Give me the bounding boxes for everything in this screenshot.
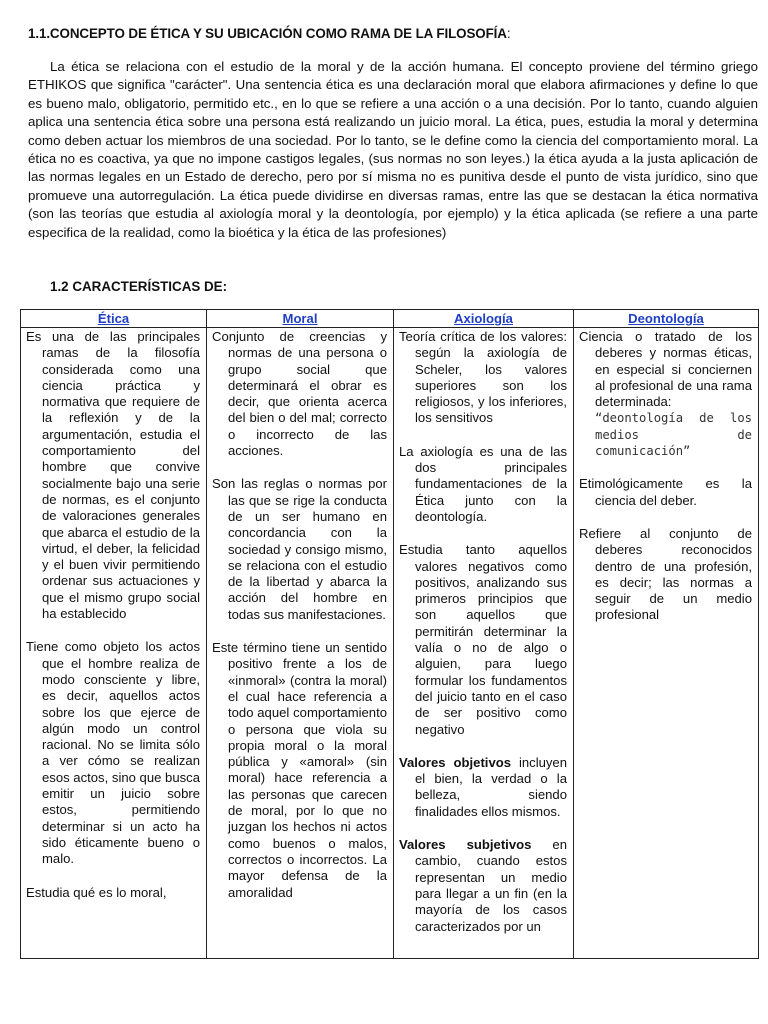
cell-deontologia bbox=[574, 328, 759, 959]
moral-paragraph-2: Son las reglas o normas por las que se rige la conducta de un ser humano en concordancia con la sociedad y consigo mismo, se relaciona con el estudio de la libertad y abarca la acción del hombre en todas sus manifestaciones. bbox=[212, 476, 387, 622]
deontologia-quote: “deontología de los medios de comunicación” bbox=[595, 411, 752, 459]
table-row bbox=[21, 328, 759, 959]
deontologia-paragraph-3: Refiere al conjunto de deberes reconocidos dentro de una profesión, es decir; las normas a seguir de un medio profesional bbox=[579, 525, 752, 623]
section-1-1-title: 1.1.CONCEPTO DE ÉTICA Y SU UBICACIÓN COMO RAMA DE LA FILOSOFÍA bbox=[28, 26, 507, 41]
axiologia-paragraph-4 bbox=[399, 755, 567, 820]
etica-paragraph-3: Estudia qué es lo moral, bbox=[26, 884, 167, 900]
cell-etica bbox=[21, 328, 207, 959]
section-1-2-heading: 1.2 CARACTERÍSTICAS DE: bbox=[50, 279, 228, 294]
deontologia-paragraph-1 bbox=[579, 329, 752, 459]
etica-paragraph-2: Tiene como objeto los actos que el hombre realiza de modo consciente y libre, es decir, aquellos actos sobre los que ejerce de algún modo un control racional. No se limita sólo a ver cómo se realizan esos actos, sino que busca emitir un juicio sobre estos, permitiendo determinar si un acto ha sido éticamente bueno o malo. bbox=[26, 639, 200, 867]
intro-paragraph: La ética se relaciona con el estudio de la moral y de la acción humana. El concepto proviene del término griego ETHIKOS que significa "carácter". Una sentencia ética es una declaración moral que elabora afirmaciones y define lo que es bueno malo, obligatorio, permitido etc., en lo que se refiere a una acción o a una decisión. Por lo tanto, cuando alguien aplica una sentencia ética sobre una persona está realizando un juicio moral. La ética, pues, estudia la moral y determina como deben actuar los miembros de una sociedad. Por lo tanto, se le define como la ciencia del comportamiento moral. La ética no es coactiva, ya que no impone castigos legales, (sus normas no son leyes.) la ética ayuda a la justa aplicación de las normas legales en un Estado de derecho, pero por sí misma no es punitiva desde el punto de vista jurídico, sino que promueve una autorregulación. La ética puede dividirse en diversas ramas, entre las que se destacan la ética normativa (son las teorías que estudia al axiología moral y la deontología, por ejemplo) y la ética aplicada (se refiere a una parte especifica de la realidad, como la bioética y la ética de las profesiones) bbox=[28, 59, 758, 240]
valores-subjetivos-text: en cambio, cuando estos representan un medio para llegar a un fin (en la mayoría de los casos caracterizados por un bbox=[415, 837, 567, 934]
axiologia-paragraph-3: Estudia tanto aquellos valores negativos como positivos, analizando sus primeros principios que son aquellos que permitirán determinar la valía o no de algo o alguien, para luego formular los fundamentos del juicio tanto en el caso de ser positivo como negativo bbox=[399, 542, 567, 737]
valores-subjetivos-term: Valores subjetivos bbox=[399, 837, 532, 853]
header-deontologia: Deontología bbox=[574, 310, 759, 328]
deontologia-definition: Ciencia o tratado de los deberes y normas éticas, en especial si conciernen al profesional de una rama determinada: bbox=[579, 329, 752, 410]
section-1-1-heading bbox=[28, 26, 748, 41]
axiologia-paragraph-1: Teoría crítica de los valores: según la axiología de Scheler, los valores superiores son los religiosos, y los inferiores, los sensitivos bbox=[399, 329, 567, 426]
table-header-row bbox=[21, 310, 759, 328]
moral-paragraph-3: Este término tiene un sentido positivo frente a los de «inmoral» (contra la moral) el cual hace referencia a todo aquel comportamiento o persona que viola su propia moral o la moral pública y «amoral» (sin moral) hace referencia a las personas que carecen de moral, por lo que no juzgan los hechos ni actos como buenos o malos, correctos o incorrectos. La mayor defensa de la amoralidad bbox=[212, 640, 387, 900]
header-moral: Moral bbox=[207, 310, 394, 328]
axiologia-paragraph-5 bbox=[399, 837, 567, 935]
characteristics-table bbox=[20, 309, 759, 959]
cell-moral bbox=[207, 328, 394, 959]
header-axiologia: Axiología bbox=[394, 310, 574, 328]
heading-colon: : bbox=[506, 26, 511, 41]
header-etica: Ética bbox=[21, 310, 207, 328]
cell-axiologia bbox=[394, 328, 574, 959]
etica-paragraph-1: Es una de las principales ramas de la filosofía considerada como una ciencia práctica y normativa que requiere de la reflexión y de la argumentación, estudia el comportamiento del hombre que convive socialmente bajo una serie de normas, es el conjunto de valoraciones generales que abarca el estudio de la virtud, el deber, la felicidad y el buen vivir permitiendo ordenar sus actuaciones y que el mismo grupo social ha establecido bbox=[26, 329, 200, 622]
valores-objetivos-term: Valores objetivos bbox=[399, 754, 512, 770]
valores-objetivos-text: incluyen el bien, la verdad o la belleza, siendo finalidades ellos mismos. bbox=[415, 754, 567, 819]
deontologia-paragraph-2: Etimológicamente es la ciencia del deber. bbox=[579, 476, 752, 508]
moral-paragraph-1: Conjunto de creencias y normas de una persona o grupo social que determinará el obrar es decir, que orienta acerca del bien o del mal; correcto o incorrecto de las acciones. bbox=[212, 329, 387, 459]
axiologia-paragraph-2: La axiología es una de las dos principales fundamentaciones de la Ética junto con la deontología. bbox=[399, 443, 567, 524]
